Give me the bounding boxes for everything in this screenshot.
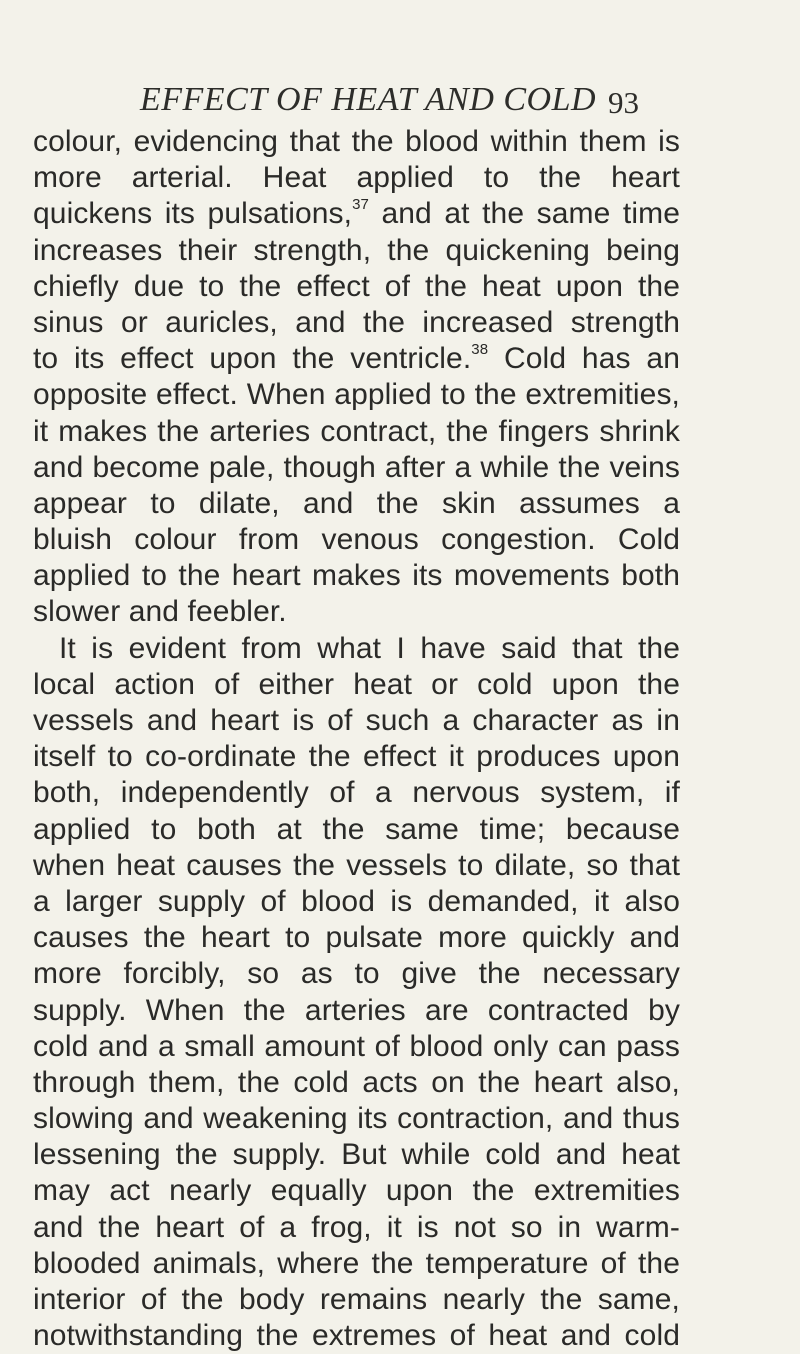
text-line: appear to dilate, and the skin assumes a: [33, 486, 680, 520]
text-line: and become pale, though after a while the veins: [33, 450, 680, 484]
text-line: cold and a small amount of blood only can pass: [33, 1029, 680, 1063]
text-line: opposite effect. When applied to the extremities,: [33, 378, 680, 412]
paragraph-first-line: It is evident from what I have said that the: [59, 631, 680, 665]
text-line: bluish colour from venous congestion. Cold: [33, 523, 680, 557]
text-line: may act nearly equally upon the extremities: [33, 1174, 680, 1208]
text-line: more arterial. Heat applied to the heart: [33, 161, 680, 195]
body-text: [33, 124, 680, 1354]
text-line: causes the heart to pulsate more quickly and: [33, 921, 680, 955]
text-line: lessening the supply. But while cold and heat: [33, 1138, 680, 1172]
text-line: interior of the body remains nearly the same,: [33, 1283, 680, 1316]
text-line: applied to the heart makes its movements both: [33, 559, 680, 593]
text-line: sinus or auricles, and the increased strength: [33, 305, 680, 339]
text-line: itself to co-ordinate the effect it produces upon: [33, 740, 680, 774]
text-line: through them, the cold acts on the heart also,: [33, 1065, 680, 1099]
text-line: more forcibly, so as to give the necessary: [33, 957, 680, 991]
text-line: supply. When the arteries are contracted by: [33, 993, 680, 1027]
footnote-marker: 38: [471, 341, 489, 359]
text-line: colour, evidencing that the blood within them is: [33, 125, 680, 158]
text-line: applied to both at the same time; because: [33, 812, 680, 846]
text-line: it makes the arteries contract, the fingers shrink: [33, 414, 680, 448]
text-line: when heat causes the vessels to dilate, so that: [33, 848, 680, 882]
text-line-with-footnote: quickens its pulsations,$^{37}$ and at the same time: [33, 196, 680, 231]
page-number: 93: [608, 85, 639, 120]
text-line: slowing and weakening its contraction, and thus: [33, 1102, 680, 1136]
text-line: blooded animals, where the temperature of the: [33, 1246, 680, 1280]
text-line: chiefly due to the effect of the heat upon the: [33, 269, 680, 303]
paragraph-last-line: slower and feebler.: [33, 595, 287, 629]
text-line-with-footnote: to its effect upon the ventricle.$^{38}$ Cold has an: [33, 341, 680, 376]
text-line: increases their strength, the quickening being: [33, 233, 680, 267]
text-line: notwithstanding the extremes of heat and cold: [33, 1319, 680, 1353]
text-line: and the heart of a frog, it is not so in warm-: [33, 1210, 680, 1244]
text-line: local action of either heat or cold upon the: [33, 667, 680, 701]
text-line: vessels and heart is of such a character as in: [33, 704, 680, 737]
footnote-marker: 37: [352, 196, 369, 214]
text-line: both, independently of a nervous system, if: [33, 776, 680, 810]
running-title: EFFECT OF HEAT AND COLD: [140, 81, 597, 118]
text-line: a larger supply of blood is demanded, it also: [33, 884, 680, 918]
